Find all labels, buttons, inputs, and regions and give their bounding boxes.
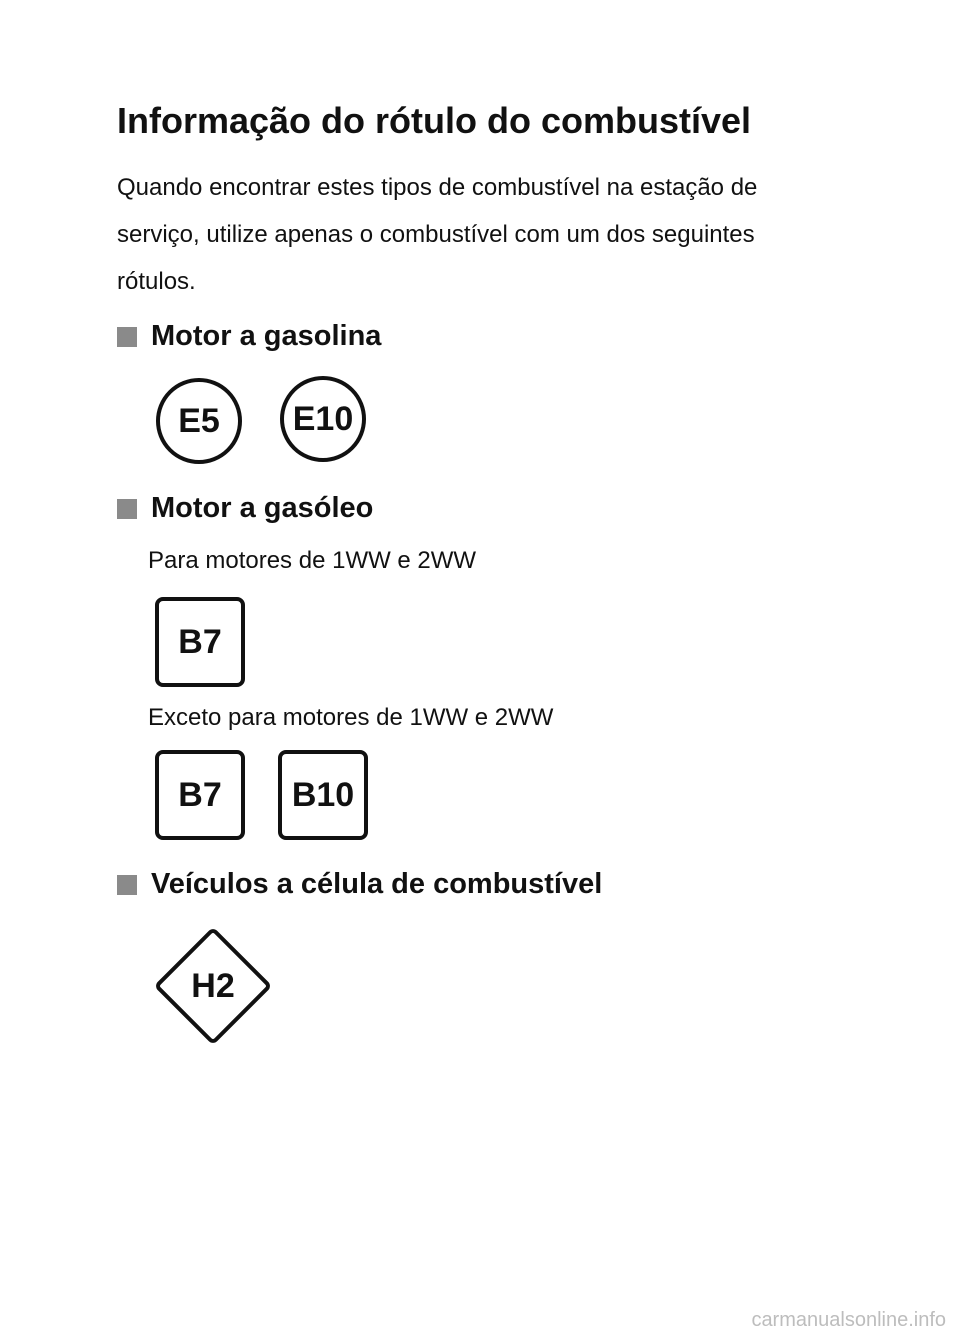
fuel-label-text: B7 bbox=[178, 622, 222, 661]
fuel-label-text: B7 bbox=[178, 775, 222, 814]
fuel-label-text: E10 bbox=[292, 399, 354, 438]
fuel-label-b7 bbox=[155, 750, 245, 840]
fuel-label-text: H2 bbox=[191, 966, 235, 1005]
fuel-label-text: B10 bbox=[291, 775, 355, 814]
fuel-label-b7 bbox=[155, 597, 245, 687]
page-title: Informação do rótulo do combustível bbox=[117, 100, 752, 141]
fuel-label-e5 bbox=[156, 378, 242, 464]
intro-paragraph bbox=[117, 164, 857, 305]
fuel-label-h2 bbox=[151, 924, 275, 1048]
section-heading-label: Veículos a célula de combustível bbox=[151, 868, 603, 900]
square-bullet-icon bbox=[117, 875, 137, 895]
section-heading-label: Motor a gasóleo bbox=[151, 492, 374, 524]
section-heading-fuel-cell bbox=[117, 868, 602, 901]
diesel-note-1ww-2ww: Para motores de 1WW e 2WW bbox=[148, 547, 477, 574]
intro-line: Quando encontrar estes tipos de combustível na estação de bbox=[117, 174, 758, 201]
intro-line: rótulos. bbox=[117, 268, 196, 295]
fuel-label-text: E5 bbox=[178, 401, 220, 440]
square-bullet-icon bbox=[117, 499, 137, 519]
section-heading-label: Motor a gasolina bbox=[151, 320, 382, 352]
section-heading-petrol bbox=[117, 320, 381, 353]
intro-line: serviço, utilize apenas o combustível com um dos seguintes bbox=[117, 221, 755, 248]
section-heading-diesel bbox=[117, 492, 373, 525]
watermark: carmanualsonline.info bbox=[751, 1309, 946, 1331]
fuel-label-b10 bbox=[278, 750, 368, 840]
fuel-label-e10 bbox=[280, 376, 366, 462]
square-bullet-icon bbox=[117, 327, 137, 347]
diesel-note-except-1ww-2ww: Exceto para motores de 1WW e 2WW bbox=[148, 704, 554, 731]
